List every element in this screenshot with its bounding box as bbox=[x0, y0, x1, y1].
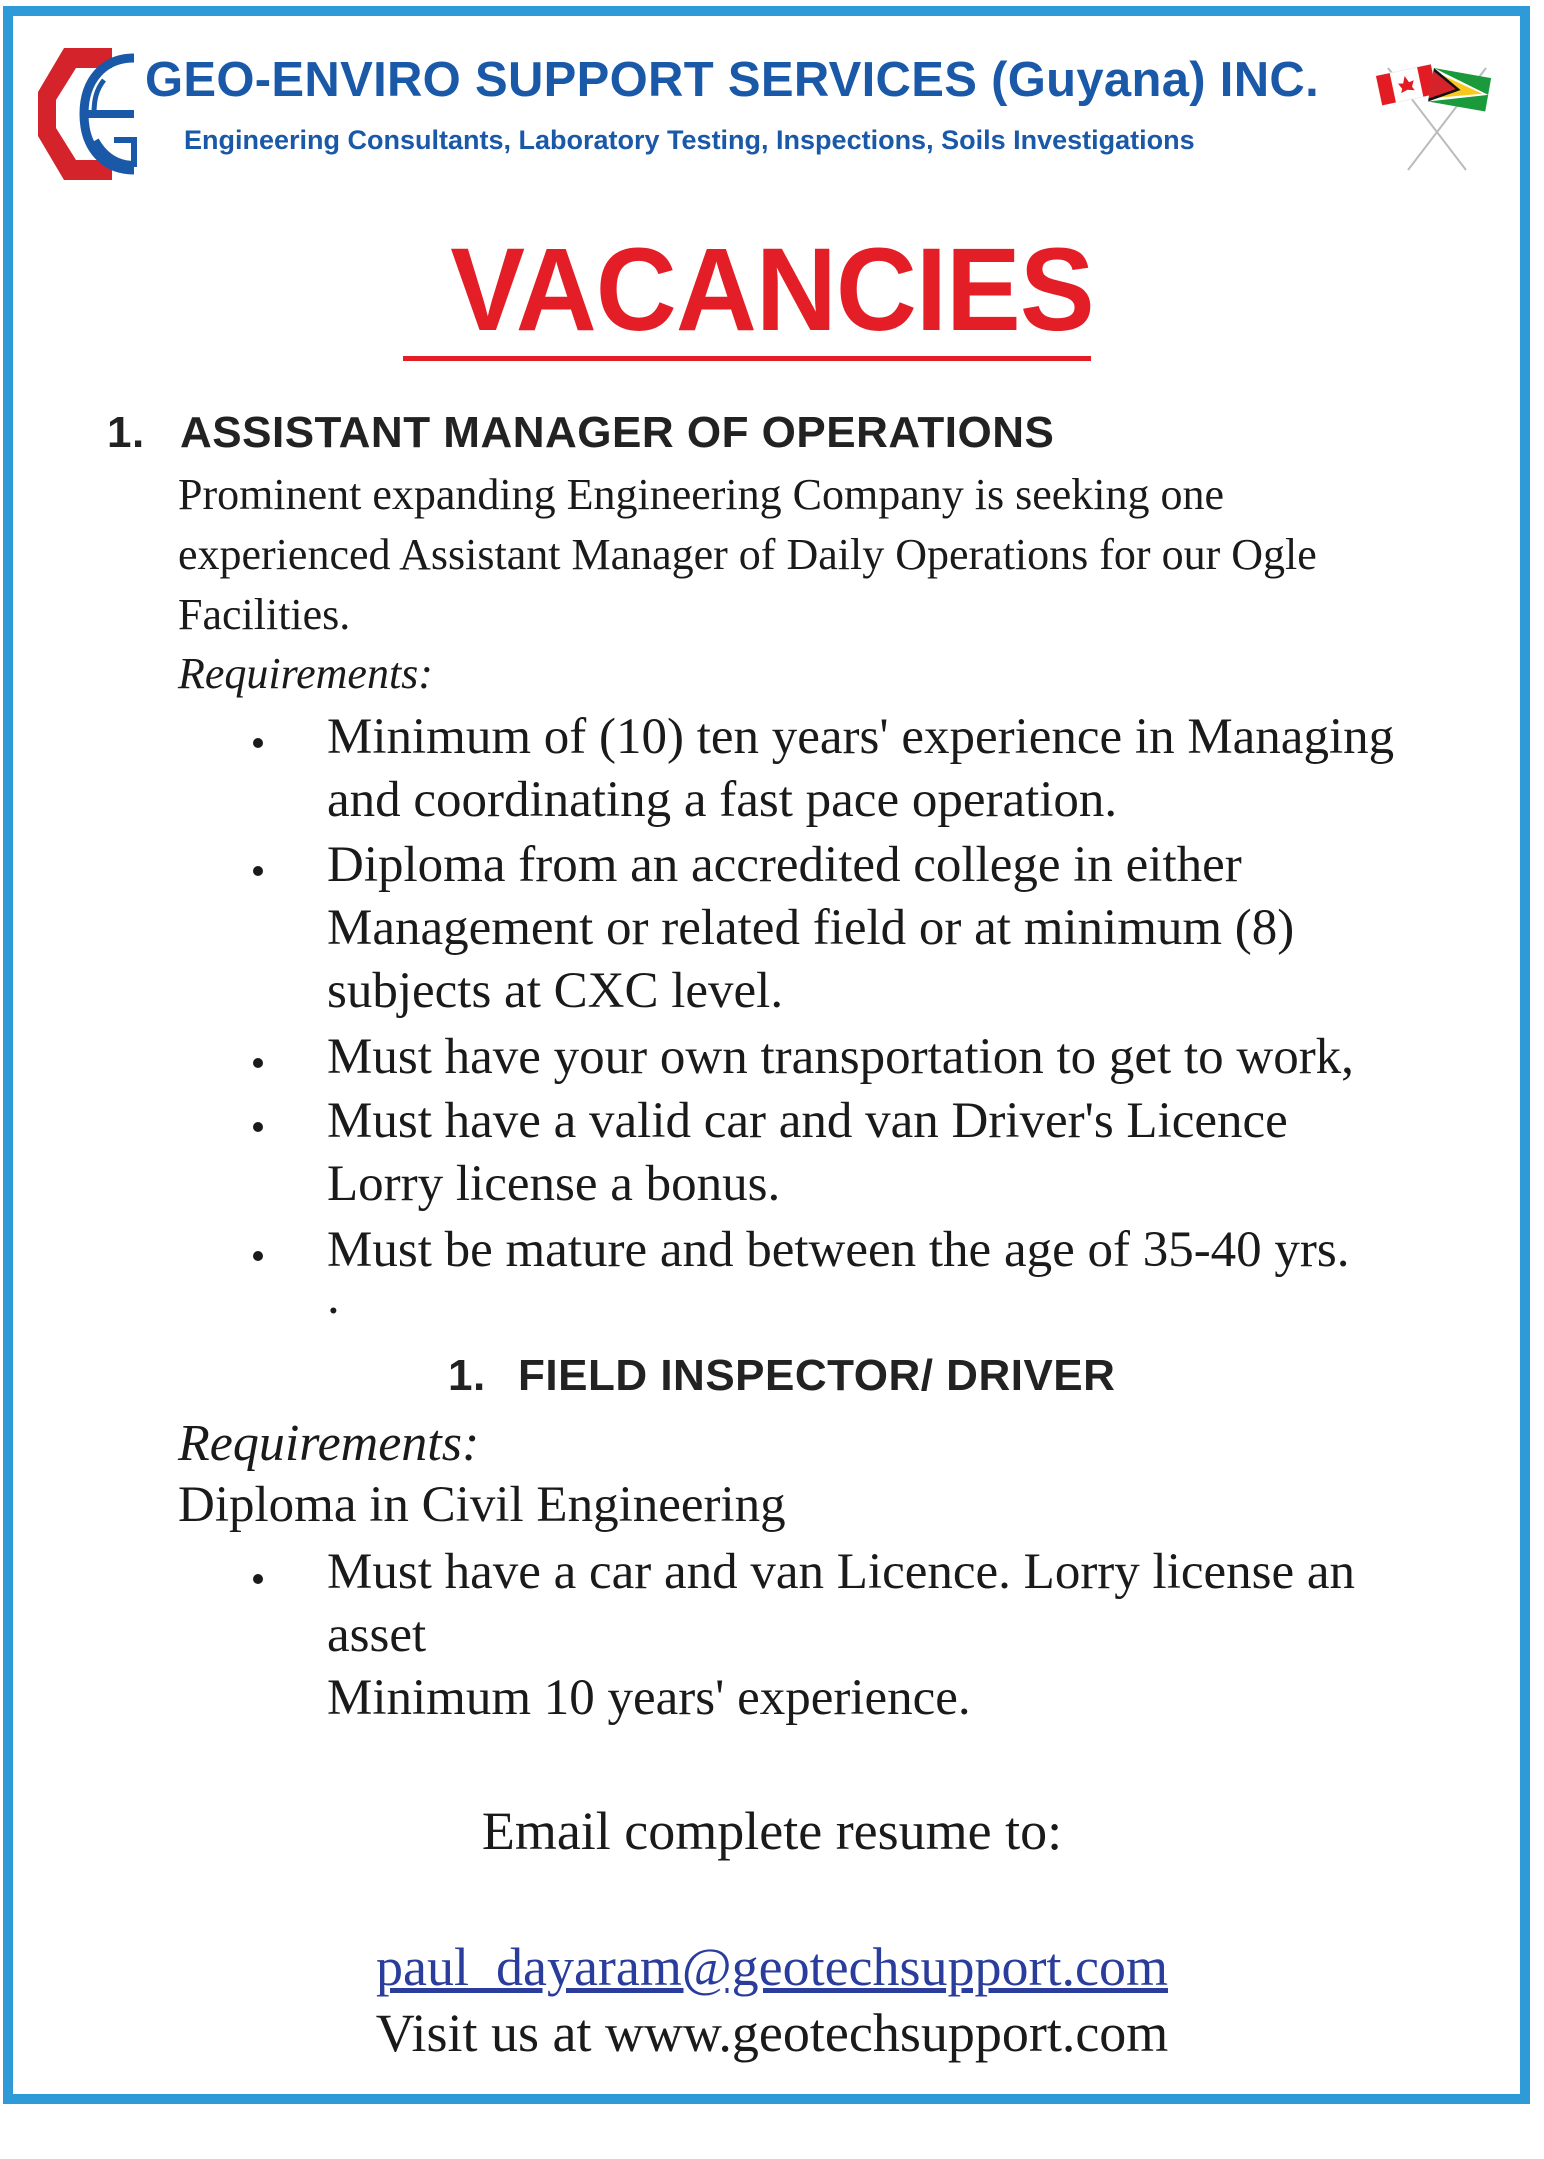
bullet-icon bbox=[253, 1122, 263, 1132]
job2-experience: Minimum 10 years' experience. bbox=[327, 1670, 971, 1726]
job1-bullet-line: Diploma from an accredited college in either bbox=[327, 837, 1242, 893]
job2-number: 1. bbox=[448, 1351, 486, 1400]
canada-guyana-crossed-flags-icon bbox=[1368, 60, 1504, 172]
bullet-icon bbox=[253, 738, 263, 748]
job1-description-line: Facilities. bbox=[178, 590, 351, 639]
ge-monogram-logo-icon bbox=[34, 40, 142, 188]
page-title: VACANCIES bbox=[450, 224, 1094, 356]
job1-bullet-line: Must have a valid car and van Driver's Licence bbox=[327, 1093, 1288, 1149]
job2-diploma: Diploma in Civil Engineering bbox=[178, 1477, 786, 1533]
job1-bullet-line: and coordinating a fast pace operation. bbox=[327, 772, 1118, 828]
company-name: GEO-ENVIRO SUPPORT SERVICES (Guyana) INC. bbox=[145, 53, 1319, 107]
job2-heading: FIELD INSPECTOR/ DRIVER bbox=[518, 1351, 1116, 1400]
title-underline bbox=[403, 356, 1091, 361]
bullet-icon bbox=[253, 1251, 263, 1261]
bullet-icon bbox=[253, 1574, 263, 1584]
job1-description-line: experienced Assistant Manager of Daily Operations for our Ogle bbox=[178, 530, 1317, 579]
job1-bullet-line: Must have your own transportation to get to work, bbox=[327, 1029, 1354, 1085]
email-link[interactable]: paul_dayaram@geotechsupport.com bbox=[376, 1937, 1168, 1997]
website-text: Visit us at www.geotechsupport.com bbox=[375, 2003, 1169, 2063]
job1-bullet-line: Minimum of (10) ten years' experience in Managing bbox=[327, 709, 1395, 765]
job1-bullet-line: Lorry license a bonus. bbox=[327, 1156, 781, 1212]
job1-bullet-line: Must be mature and between the age of 35-40 yrs. bbox=[327, 1222, 1350, 1278]
job1-requirements-label: Requirements: bbox=[178, 649, 433, 698]
bullet-icon bbox=[253, 866, 263, 876]
job1-description-line: Prominent expanding Engineering Company is seeking one bbox=[178, 470, 1225, 519]
job2-bullet-line: asset bbox=[327, 1607, 427, 1663]
job1-bullet-line: subjects at CXC level. bbox=[327, 963, 784, 1019]
company-tagline: Engineering Consultants, Laboratory Testing, Inspections, Soils Investigations bbox=[184, 125, 1195, 155]
job1-bullet-line: Management or related field or at minimum (8) bbox=[327, 900, 1295, 956]
bullet-icon bbox=[253, 1058, 263, 1068]
job1-number: 1. bbox=[107, 408, 145, 457]
job2-bullet-line: Must have a car and van Licence. Lorry license an bbox=[327, 1544, 1356, 1600]
job1-heading: ASSISTANT MANAGER OF OPERATIONS bbox=[180, 408, 1055, 457]
email-label: Email complete resume to: bbox=[481, 1801, 1063, 1861]
trailing-dot: . bbox=[327, 1269, 340, 1325]
job2-requirements-label: Requirements: bbox=[178, 1415, 480, 1472]
